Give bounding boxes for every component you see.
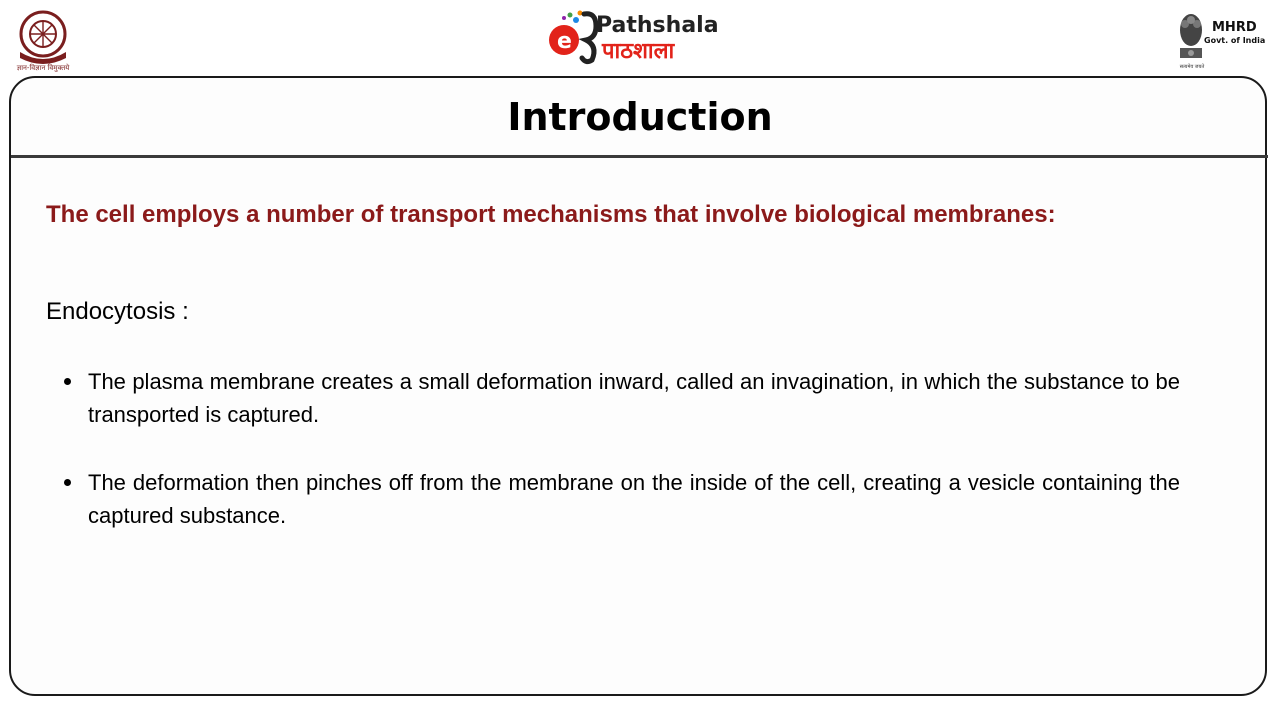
mhrd-logo [1174,8,1274,70]
slide-title: Introduction [507,95,773,139]
title-divider [11,155,1268,158]
epathshala-latin: Pathshala [596,13,719,38]
mhrd-title: MHRD [1212,20,1257,35]
epathshala-devanagari: पाठशाला [602,39,675,64]
lead-paragraph: The cell employs a number of transport mechanisms that involve biological membranes: [46,201,1056,228]
mhrd-motto: सत्यमेव जयते [1179,64,1205,70]
ugc-caption: ज्ञान-विज्ञान विमुक्तये [16,64,70,72]
svg-text:e: e [557,29,572,54]
bullet-text: The plasma membrane creates a small deformation inward, called an invagination, in which the substance to be transported is captured. [88,369,1180,427]
section-heading: Endocytosis : [46,298,189,325]
slide-header [0,0,1280,78]
bullet-dot-icon [64,378,71,385]
bullet-dot-icon [64,479,71,486]
bullet-item [46,365,1180,431]
epathshala-logo [546,6,736,66]
bullet-item [46,466,1180,532]
bullet-text: The deformation then pinches off from the membrane on the inside of the cell, creating a vesicle containing the captured substance. [88,470,1180,528]
bullet-list [46,365,1180,567]
mhrd-subtitle: Govt. of India [1204,36,1266,45]
lion-capital-icon [1174,8,1208,66]
